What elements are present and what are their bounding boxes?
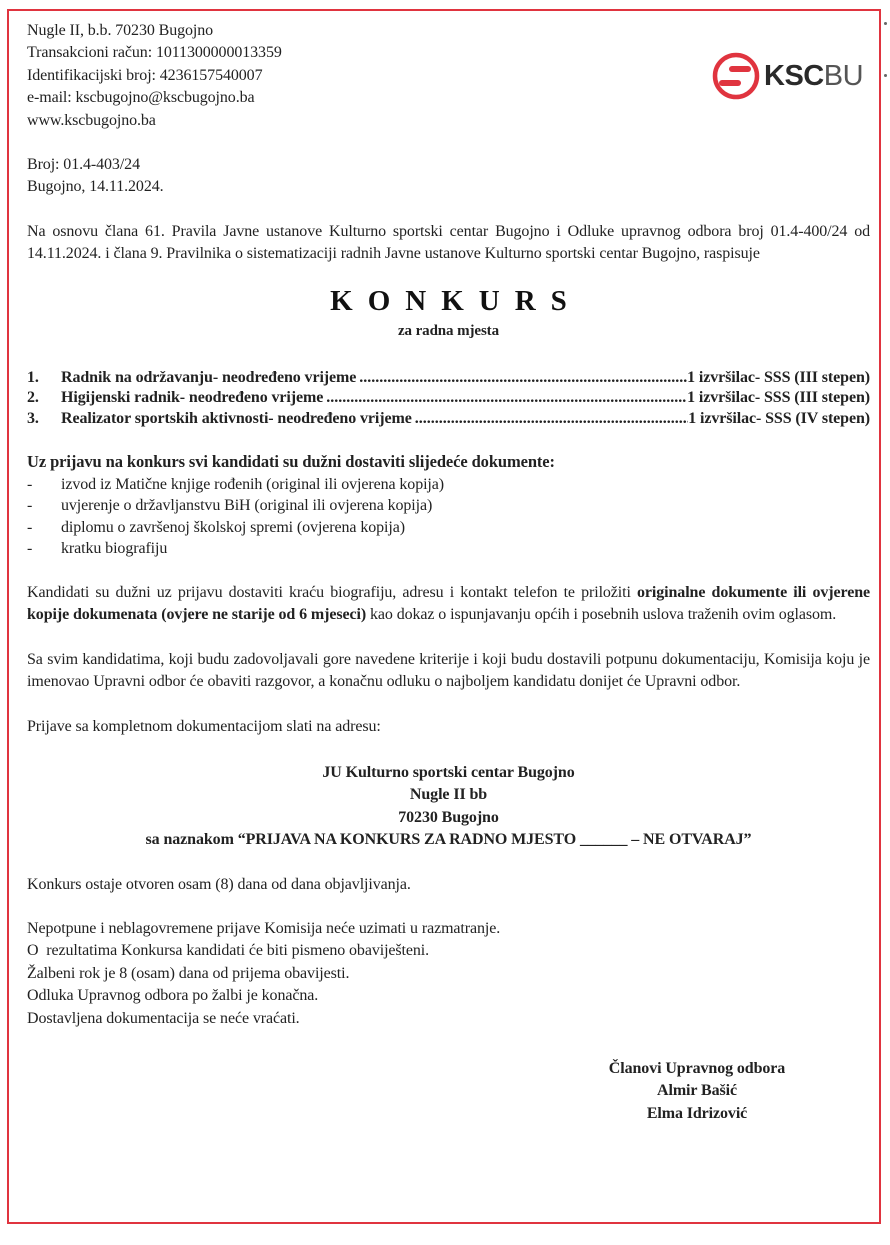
margin-mark xyxy=(884,74,887,77)
margin-mark xyxy=(884,22,887,25)
document-item xyxy=(27,538,870,560)
job-item xyxy=(27,409,870,430)
job-title: Realizator sportskih aktivnosti- neodređeno vrijeme xyxy=(61,409,412,427)
intro-paragraph: Na osnovu člana 61. Pravila Javne ustanove Kulturno sportski centar Bugojno i Odluke upravnog odbora broj 01.4-400/24 od 14.11.2024. i člana 9. Pravilnika o sistematizaciji radnih Javne ustanove Kulturno sportski centar Bugojno, raspisuje xyxy=(27,222,870,263)
document-item xyxy=(27,517,870,539)
dot-leader xyxy=(356,368,687,389)
bullet-dash: - xyxy=(27,540,33,558)
document-title: KONKURS xyxy=(330,284,582,317)
document-body xyxy=(27,20,870,1125)
job-number: 3. xyxy=(27,409,39,427)
document-subtitle: za radna mjesta xyxy=(398,322,499,339)
signatory-name: Elma Idrizović xyxy=(646,1104,748,1122)
signatory-name: Almir Bašić xyxy=(657,1082,737,1100)
document-item xyxy=(27,474,870,496)
recipient-name: JU Kulturno sportski centar Bugojno xyxy=(322,763,575,781)
note-line: Žalbeni rok je 8 (osam) dana od prijema obavijesti. xyxy=(27,964,350,982)
recipient-address xyxy=(27,762,870,852)
signature-block xyxy=(567,1058,827,1125)
send-to-text: Prijave sa kompletnom dokumentacijom slati na adresu: xyxy=(27,717,381,735)
bullet-dash: - xyxy=(27,518,33,536)
sender-address xyxy=(27,20,870,132)
bullet-dash: - xyxy=(27,475,33,493)
document-item-text: izvod iz Matične knjige rođenih (original ili ovjerena kopija) xyxy=(61,475,445,493)
notes xyxy=(27,918,870,1030)
email: e-mail: kscbugojno@kscbugojno.ba xyxy=(27,89,255,107)
note-line: Dostavljena dokumentacija se neće vraćati. xyxy=(27,1009,300,1027)
candidates-text: Kandidati su dužni uz prijavu dostaviti kraću biografiju, adresu i kontakt telefon te priložiti xyxy=(27,583,638,601)
job-positions: 1 izvršilac- SSS (III stepen) xyxy=(687,389,870,407)
place-date: Bugojno, 14.11.2024. xyxy=(27,178,164,196)
id-number: Identifikacijski broj: 4236157540007 xyxy=(27,66,263,84)
bullet-dash: - xyxy=(27,497,33,515)
job-item xyxy=(27,368,870,389)
envelope-label: sa naznakom “PRIJAVA NA KONKURS ZA RADNO MJESTO ______ – NE OTVARAJ” xyxy=(145,831,752,849)
job-list xyxy=(27,368,870,430)
job-positions: 1 izvršilac- SSS (IV stepen) xyxy=(688,409,870,427)
note-line: O rezultatima Konkursa kandidati će biti pismeno obaviješteni. xyxy=(27,942,430,960)
logo-text-ksc: KSC xyxy=(764,59,824,92)
job-title: Higijenski radnik- neodređeno vrijeme xyxy=(61,389,324,407)
job-number: 2. xyxy=(27,389,39,407)
open-period-text: Konkurs ostaje otvoren osam (8) dana od dana objavljivanja. xyxy=(27,875,411,893)
job-item xyxy=(27,388,870,409)
recipient-street: Nugle II bb xyxy=(409,786,488,804)
note-line: Nepotpune i neblagovremene prijave Komisija neće uzimati u razmatranje. xyxy=(27,920,501,937)
documents-heading: Uz prijavu na konkurs svi kandidati su dužni dostaviti slijedeće dokumente: xyxy=(27,452,555,472)
reference-number: Broj: 01.4-403/24 xyxy=(27,156,140,174)
note-line: Odluka Upravnog odbora po žalbi je konačna. xyxy=(27,987,319,1005)
dot-leader xyxy=(412,409,688,430)
job-title: Radnik na održavanju- neodređeno vrijeme xyxy=(61,368,357,386)
candidates-paragraph xyxy=(27,582,870,627)
job-positions: 1 izvršilac- SSS (III stepen) xyxy=(687,368,870,386)
candidates-bold-text: originalne dokumente ili ovjerene kopije dokumenata (ovjere ne starije od 6 mjeseci) xyxy=(27,583,870,624)
recipient-city: 70230 Bugojno xyxy=(398,808,499,826)
document-item-text: kratku biografiju xyxy=(61,540,168,558)
logo-text-bu: BU xyxy=(823,59,864,92)
bank-account: Transakcioni račun: 1011300000013359 xyxy=(27,44,282,62)
document-item xyxy=(27,495,870,517)
commission-paragraph: Sa svim kandidatima, koji budu zadovoljavali gore navedene kriterije i koji budu dostavili potpunu dokumentaciju, Komisija koju je imenovao Upravni odbor će obaviti razgovor, a konačnu odluku o najboljem kandidatu donijet će Upravni odbor. xyxy=(27,650,870,691)
document-item-text: diplomu o završenoj školskoj spremi (ovjerena kopija) xyxy=(61,518,405,536)
website: www.kscbugojno.ba xyxy=(27,111,156,129)
job-number: 1. xyxy=(27,368,39,386)
document-item-text: uvjerenje o državljanstvu BiH (original ili ovjerena kopija) xyxy=(61,497,433,515)
address-line: Nugle II, b.b. 70230 Bugojno xyxy=(27,22,214,39)
dot-leader xyxy=(323,388,687,409)
signature-title: Članovi Upravnog odbora xyxy=(608,1060,786,1078)
required-documents xyxy=(27,451,870,560)
candidates-text-end: kao dokaz o ispunjavanju općih i posebnih uslova traženih ovim oglasom. xyxy=(366,606,837,624)
